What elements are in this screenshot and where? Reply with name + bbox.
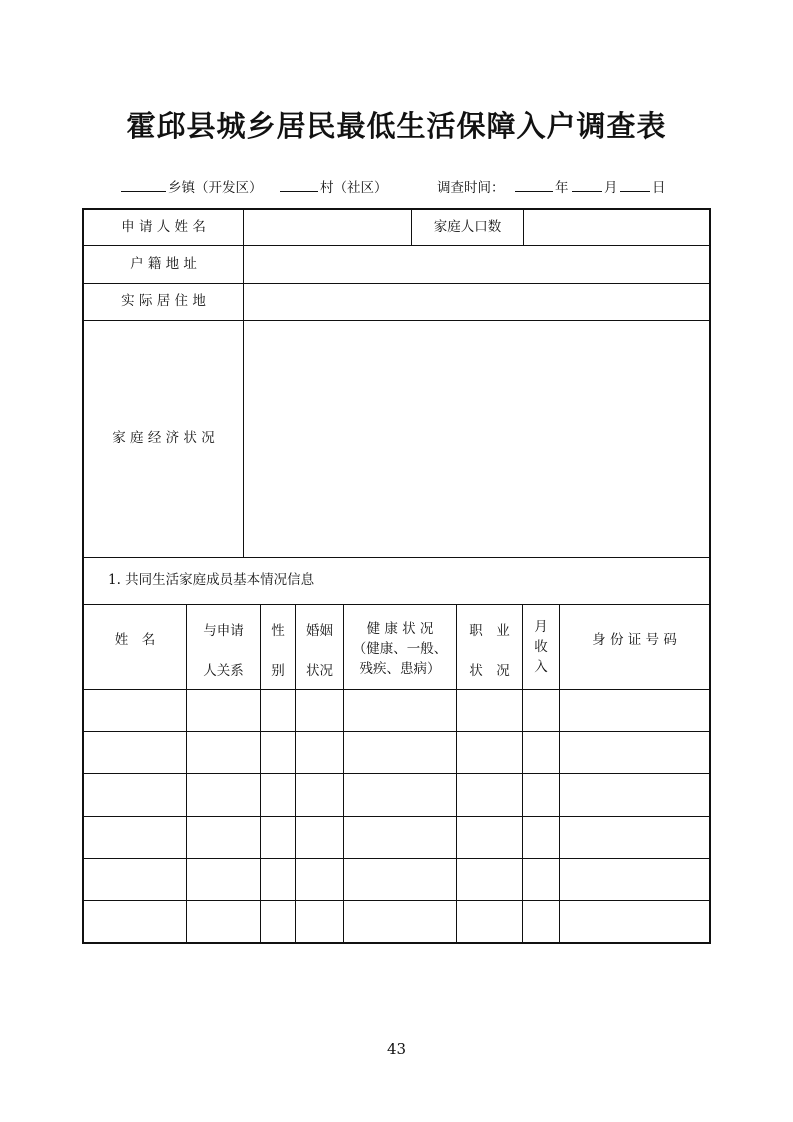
header-income-line1: 月 xyxy=(534,619,548,635)
header-income xyxy=(523,617,559,677)
survey-time-label: 调查时间： xyxy=(437,180,505,196)
header-id-number xyxy=(560,628,709,648)
header-health-line1: 健 康 状 况 xyxy=(366,621,434,637)
table-row[interactable] xyxy=(84,859,709,900)
header-job-line2: 状 况 xyxy=(469,663,510,679)
actual-residence-label: 实 际 居 住 地 xyxy=(121,293,206,310)
economic-status-label: 家 庭 经 济 状 况 xyxy=(112,430,215,447)
header-relation xyxy=(187,619,260,679)
table-row[interactable] xyxy=(84,817,709,858)
registered-address-label: 户 籍 地 址 xyxy=(130,255,197,272)
table-border-bottom xyxy=(82,942,711,944)
household-size-value[interactable] xyxy=(524,210,709,245)
page-title: 霍邱县城乡居民最低生活保障入户调查表 xyxy=(126,109,667,143)
header-marriage xyxy=(296,619,343,679)
economic-status-value[interactable] xyxy=(244,321,709,557)
year-blank[interactable] xyxy=(515,191,553,192)
applicant-name-value[interactable] xyxy=(244,210,411,245)
registered-address-value[interactable] xyxy=(244,246,709,283)
table-border-right xyxy=(709,208,711,944)
day-label: 日 xyxy=(652,180,666,196)
month-blank[interactable] xyxy=(572,191,602,192)
page-number: 43 xyxy=(386,1040,407,1058)
header-health xyxy=(344,619,456,679)
table-row[interactable] xyxy=(84,690,709,731)
applicant-name-label: 申 请 人 姓 名 xyxy=(121,218,206,235)
header-job-line1: 职 业 xyxy=(469,623,510,639)
year-label: 年 xyxy=(555,180,569,196)
header-health-line2: （健康、一般、 xyxy=(352,641,448,657)
header-name xyxy=(84,628,186,648)
village-blank[interactable] xyxy=(280,191,318,192)
header-health-line3: 残疾、患病） xyxy=(359,661,441,677)
header-gender-line1: 性 xyxy=(271,623,285,639)
town-label: 乡镇（开发区） xyxy=(168,180,263,196)
header-income-line2: 收 xyxy=(534,639,548,655)
table-row[interactable] xyxy=(84,732,709,773)
header-job xyxy=(457,619,522,679)
header-name-label: 姓 名 xyxy=(114,632,156,648)
row-divider xyxy=(83,604,710,605)
table-row[interactable] xyxy=(84,774,709,816)
header-relation-line1: 与申请 xyxy=(203,623,244,639)
header-marriage-line1: 婚姻 xyxy=(306,623,333,639)
day-blank[interactable] xyxy=(620,191,650,192)
survey-header-line xyxy=(0,176,793,196)
household-size-label: 家庭人口数 xyxy=(433,218,502,235)
header-gender xyxy=(261,619,295,679)
village-label: 村（社区） xyxy=(320,180,388,196)
month-label: 月 xyxy=(604,180,618,196)
header-relation-line2: 人关系 xyxy=(203,663,244,679)
town-blank[interactable] xyxy=(121,191,166,192)
header-marriage-line2: 状况 xyxy=(306,663,333,679)
actual-residence-value[interactable] xyxy=(244,284,709,320)
table-row[interactable] xyxy=(84,901,709,942)
header-income-line3: 入 xyxy=(534,659,548,675)
section-title: 1. 共同生活家庭成员基本情况信息 xyxy=(108,572,315,589)
header-gender-line2: 别 xyxy=(271,663,285,679)
header-id-number-label: 身 份 证 号 码 xyxy=(592,632,677,648)
